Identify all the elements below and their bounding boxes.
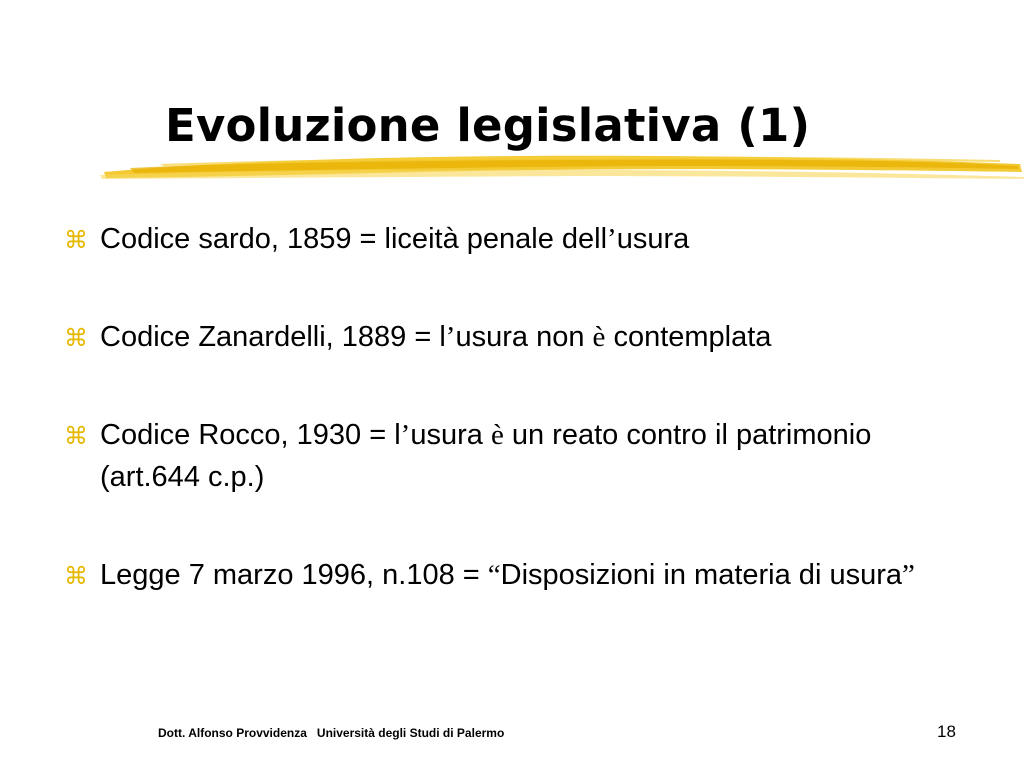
bullet-item xyxy=(64,316,984,359)
bullet-text: Codice sardo, 1859 = liceità penale dell’usura xyxy=(100,223,690,255)
command-icon: ⌘ xyxy=(64,226,88,254)
bullet-item xyxy=(64,218,984,261)
footer-institution: Università degli Studi di Palermo xyxy=(316,726,505,740)
page-number: 18 xyxy=(937,722,956,741)
slide-footer xyxy=(158,726,504,740)
slide-title: Evoluzione legislativa (1) xyxy=(165,99,811,152)
bullet-text: Legge 7 marzo 1996, n.108 = “Disposizioni in materia di usura” xyxy=(100,559,915,591)
bullet-item xyxy=(64,414,984,498)
command-icon: ⌘ xyxy=(64,422,88,450)
command-icon: ⌘ xyxy=(64,562,88,590)
bullet-text: Codice Zanardelli, 1889 = l’usura non è contemplata xyxy=(100,321,772,353)
bullet-item xyxy=(64,554,984,597)
command-icon: ⌘ xyxy=(64,324,88,352)
footer-author: Dott. Alfonso Provvidenza xyxy=(158,726,307,740)
title-underline-brushstroke xyxy=(100,148,1024,188)
bullet-text: Codice Rocco, 1930 = l’usura è un reato contro il patrimonio (art.644 c.p.) xyxy=(100,419,872,493)
